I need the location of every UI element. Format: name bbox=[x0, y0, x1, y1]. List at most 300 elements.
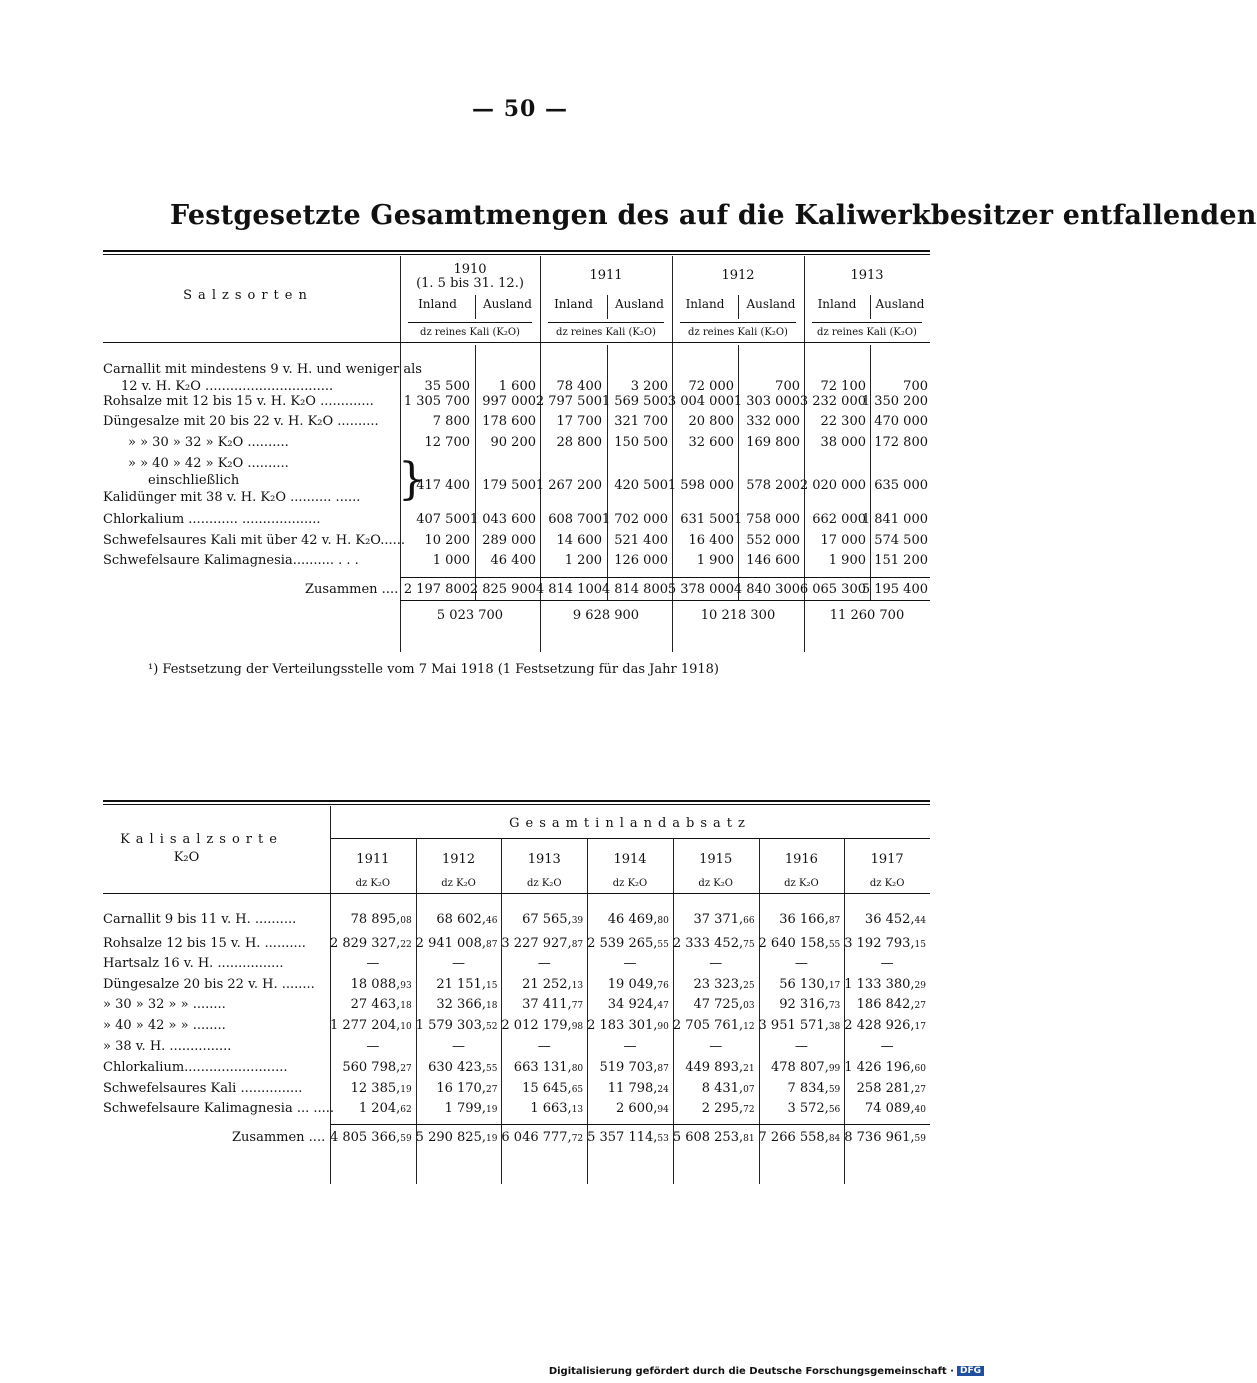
table2-cell-decimal: 77 bbox=[571, 1001, 584, 1011]
table2-cell bbox=[499, 936, 583, 951]
table2-year-header: 1912 bbox=[442, 852, 476, 867]
table1-cell: 72 100 bbox=[820, 379, 866, 394]
table1-cell: 3 232 000 bbox=[799, 394, 866, 409]
table2-year-header: 1914 bbox=[613, 852, 647, 867]
table2-cell-integer: 56 130, bbox=[779, 977, 829, 992]
table1-cell: 32 600 bbox=[688, 435, 734, 450]
table2-cell bbox=[413, 936, 497, 951]
table1-cell: 38 000 bbox=[820, 435, 866, 450]
table2-cell bbox=[585, 912, 669, 927]
table1-row-label: 12 v. H. K₂O ............................... bbox=[121, 379, 334, 394]
table2-cell-integer: 2 183 301, bbox=[587, 1018, 658, 1033]
table2-cell bbox=[673, 956, 759, 971]
table2-cell bbox=[499, 1018, 583, 1033]
table1-inland-label: Inland bbox=[817, 297, 857, 311]
table2-row-label: Schwefelsaures Kali ............... bbox=[103, 1081, 303, 1096]
table1-cell: 7 800 bbox=[432, 414, 470, 429]
table2-cell-decimal: 21 bbox=[743, 1064, 755, 1074]
table2-cell bbox=[501, 1039, 587, 1054]
table2-cell-decimal: 80 bbox=[571, 1064, 584, 1074]
table1-cell: 3 004 000 bbox=[667, 394, 734, 409]
table1-cell: 1 303 000 bbox=[733, 394, 800, 409]
table2-cell-integer: 46 469, bbox=[607, 912, 658, 927]
table1-grand-total: 10 218 300 bbox=[700, 608, 776, 623]
table2-cell bbox=[416, 1039, 502, 1054]
table1-cell: 1 569 500 bbox=[601, 394, 668, 409]
table1-unit-label: dz reines Kali (K₂O) bbox=[817, 327, 917, 338]
table2-cell-integer: 2 600, bbox=[616, 1101, 658, 1116]
table2-cell bbox=[328, 1060, 412, 1075]
table2-cell-integer: 12 385, bbox=[350, 1081, 401, 1096]
footnote: ¹) Festsetzung der Verteilungsstelle vom 7 Mai 1918 (1 Festsetzung für das Jahr 1918) bbox=[148, 662, 719, 677]
table1-unit-label: dz reines Kali (K₂O) bbox=[688, 327, 788, 338]
table1-cell: 178 600 bbox=[482, 414, 536, 429]
table2-total-cell bbox=[671, 1130, 755, 1145]
table1-inland-label: Inland bbox=[554, 297, 593, 311]
table2-cell-dash: — bbox=[537, 1039, 551, 1054]
table2-cell-integer: 3 572, bbox=[787, 1101, 829, 1116]
table2-cell bbox=[671, 977, 755, 992]
table2-total-integer: 4 805 366, bbox=[329, 1130, 401, 1145]
table2-total-decimal: 84 bbox=[828, 1134, 841, 1144]
table1-cell: 1 267 200 bbox=[535, 478, 602, 493]
table2-cell-integer: 23 323, bbox=[693, 977, 744, 992]
table2-cell bbox=[671, 1081, 755, 1096]
digitization-credit bbox=[549, 1366, 984, 1377]
table2-unit-label: dz K₂O bbox=[869, 878, 905, 889]
table2-cell-integer: 3 227 927, bbox=[501, 936, 572, 951]
table1-subcolumn-divider bbox=[607, 295, 608, 319]
table1-cell: 662 000 bbox=[812, 512, 866, 527]
table2-cell-decimal: 18 bbox=[400, 1001, 412, 1011]
table2-cell-integer: 2 295, bbox=[701, 1101, 744, 1116]
table1-row-label: Düngesalze mit 20 bis 22 v. H. K₂O .......... bbox=[103, 414, 379, 429]
table2-cell bbox=[587, 1039, 673, 1054]
table2-cell-decimal: 47 bbox=[657, 1001, 669, 1011]
table2-cell-decimal: 73 bbox=[828, 1001, 841, 1011]
table1-cell: 2 797 500 bbox=[535, 394, 602, 409]
table2-cell-integer: 11 798, bbox=[607, 1081, 658, 1096]
table2-group-rule bbox=[330, 838, 930, 839]
table1-unit-label: dz reines Kali (K₂O) bbox=[556, 327, 656, 338]
table1-cell: 1 702 000 bbox=[601, 512, 668, 527]
table1-cell: 574 500 bbox=[874, 533, 928, 548]
table1-total-cell: 4 814 800 bbox=[601, 582, 668, 597]
table2-cell-decimal: 65 bbox=[571, 1085, 584, 1095]
table1-cell: 20 800 bbox=[688, 414, 734, 429]
table2-cell bbox=[499, 1081, 583, 1096]
table2-cell-decimal: 24 bbox=[657, 1085, 669, 1095]
table2-cell-decimal: 07 bbox=[743, 1085, 755, 1095]
table2-cell-decimal: 99 bbox=[828, 1064, 841, 1074]
table1-grand-total: 5 023 700 bbox=[436, 608, 504, 623]
table1-row-label: Schwefelsaure Kalimagnesia.......... . . . bbox=[103, 553, 359, 568]
table2-cell-decimal: 15 bbox=[914, 940, 926, 950]
table2-cell-decimal: 87 bbox=[828, 916, 841, 926]
table2-cell bbox=[673, 1039, 759, 1054]
table1-unit-rule bbox=[680, 322, 796, 323]
table1-cell: 16 400 bbox=[688, 533, 734, 548]
table2-cell bbox=[671, 1101, 755, 1116]
table2-unit-label: dz K₂O bbox=[441, 878, 476, 889]
table1-stub-header: Salzsorten bbox=[183, 288, 313, 303]
table2-total-integer: 7 266 558, bbox=[758, 1130, 829, 1145]
table1-cell: 22 300 bbox=[820, 414, 866, 429]
table2-cell-dash: — bbox=[709, 1039, 723, 1054]
table2-cell bbox=[759, 956, 845, 971]
table1-ausland-label: Ausland bbox=[483, 297, 532, 311]
table1-unit-rule bbox=[812, 322, 922, 323]
table2-cell-decimal: 62 bbox=[400, 1105, 412, 1115]
table2-stub-header: Kalisalzsorte bbox=[120, 832, 283, 847]
table1-cell: 470 000 bbox=[874, 414, 928, 429]
table2-total-integer: 5 290 825, bbox=[415, 1130, 486, 1145]
table2-cell-integer: 19 049, bbox=[607, 977, 658, 992]
table2-cell bbox=[585, 1081, 669, 1096]
table1-row-label: Chlorkalium ............ ................... bbox=[103, 512, 321, 527]
table2-cell bbox=[671, 1018, 755, 1033]
table1-subcolumn-divider bbox=[475, 295, 476, 319]
table2-cell bbox=[413, 977, 497, 992]
table2-cell-dash: — bbox=[880, 1039, 894, 1054]
table2-cell bbox=[413, 1081, 497, 1096]
table2-cell-integer: 36 166, bbox=[779, 912, 829, 927]
table2-cell bbox=[587, 956, 673, 971]
table1-cell: 521 400 bbox=[614, 533, 668, 548]
table2-cell bbox=[585, 1101, 669, 1116]
table1-cell: 151 200 bbox=[874, 553, 928, 568]
table2-total-integer: 6 046 777, bbox=[501, 1130, 572, 1145]
table2-total-decimal: 19 bbox=[485, 1134, 498, 1144]
table1-unit-rule bbox=[548, 322, 664, 323]
table2-cell bbox=[413, 1018, 497, 1033]
table1-top-rule bbox=[103, 250, 930, 252]
table2-cell bbox=[756, 912, 840, 927]
table1-cell: 1 758 000 bbox=[733, 512, 800, 527]
table2-cell bbox=[328, 1081, 412, 1096]
page-title: Festgesetzte Gesamtmengen des auf die Kaliwerkbesitzer entfallenden bbox=[170, 200, 1257, 231]
table2-cell-decimal: 87 bbox=[571, 940, 584, 950]
table1-total-cell: 4 814 100 bbox=[535, 582, 602, 597]
table2-total-cell bbox=[842, 1130, 926, 1145]
table2-cell bbox=[842, 1018, 926, 1033]
table2-cell-dash: — bbox=[452, 1039, 466, 1054]
table2-cell-decimal: 44 bbox=[914, 916, 926, 926]
table2-cell-decimal: 15 bbox=[485, 981, 498, 991]
table1-grand-total: 11 260 700 bbox=[829, 608, 905, 623]
table2-cell bbox=[756, 1081, 840, 1096]
table2-cell-decimal: 13 bbox=[571, 981, 584, 991]
table1-cell: 1 841 000 bbox=[861, 512, 928, 527]
table2-cell-integer: 47 725, bbox=[693, 997, 744, 1012]
table2-header-rule bbox=[103, 893, 930, 894]
table2-row-label: Hartsalz 16 v. H. ................ bbox=[103, 956, 284, 971]
table2-cell-integer: 67 565, bbox=[522, 912, 572, 927]
table2-cell-decimal: 56 bbox=[828, 1105, 841, 1115]
table1-cell: 1 900 bbox=[696, 553, 734, 568]
table2-year-header: 1915 bbox=[699, 852, 733, 867]
table2-cell-decimal: 52 bbox=[485, 1022, 498, 1032]
table2-cell-decimal: 10 bbox=[400, 1022, 412, 1032]
table2-cell-decimal: 60 bbox=[914, 1064, 926, 1074]
table2-cell-integer: 74 089, bbox=[864, 1101, 915, 1116]
table2-total-cell bbox=[413, 1130, 497, 1145]
table1-total-cell: 5 378 000 bbox=[667, 582, 734, 597]
table2-cell-decimal: 90 bbox=[657, 1022, 669, 1032]
table2-cell-dash: — bbox=[794, 956, 808, 971]
table2-cell-integer: 258 281, bbox=[856, 1081, 915, 1096]
table1-cell: 146 600 bbox=[746, 553, 800, 568]
table1-subcolumn-divider bbox=[738, 295, 739, 319]
table2-cell-integer: 2 428 926, bbox=[844, 1018, 915, 1033]
table2-cell bbox=[501, 956, 587, 971]
table1-cell: 90 200 bbox=[490, 435, 536, 450]
table2-cell-decimal: 59 bbox=[828, 1085, 841, 1095]
table2-cell-integer: 1 579 303, bbox=[415, 1018, 486, 1033]
table1-cell: 2 020 000 bbox=[799, 478, 866, 493]
table2-cell bbox=[671, 912, 755, 927]
table2-cell bbox=[842, 912, 926, 927]
table2-cell-decimal: 38 bbox=[828, 1022, 841, 1032]
table2-year-header: 1917 bbox=[870, 852, 904, 867]
table2-cell-decimal: 19 bbox=[485, 1105, 498, 1115]
table2-cell bbox=[328, 997, 412, 1012]
table2-cell-integer: 7 834, bbox=[787, 1081, 829, 1096]
table2-total-cell bbox=[328, 1130, 412, 1145]
table2-cell-decimal: 17 bbox=[828, 981, 841, 991]
table1-cell: 14 600 bbox=[556, 533, 602, 548]
table2-cell-decimal: 87 bbox=[485, 940, 498, 950]
table2-cell-integer: 37 371, bbox=[693, 912, 744, 927]
table2-cell-dash: — bbox=[537, 956, 551, 971]
table2-cell-integer: 68 602, bbox=[436, 912, 486, 927]
table2-cell-integer: 2 539 265, bbox=[587, 936, 658, 951]
table2-cell-dash: — bbox=[366, 1039, 380, 1054]
table2-total-decimal: 59 bbox=[400, 1134, 412, 1144]
table2-cell-integer: 27 463, bbox=[350, 997, 401, 1012]
table2-cell bbox=[842, 977, 926, 992]
table1-cell: 631 500 bbox=[680, 512, 734, 527]
table1-cell: 700 bbox=[903, 379, 928, 394]
table1-row-label: Schwefelsaures Kali mit über 42 v. H. K₂O...... bbox=[103, 533, 405, 548]
table2-cell-integer: 37 411, bbox=[522, 997, 572, 1012]
table2-cell-integer: 92 316, bbox=[779, 997, 829, 1012]
table1-total-cell: 2 197 800 bbox=[403, 582, 470, 597]
table2-cell bbox=[842, 936, 926, 951]
table2-unit-label: dz K₂O bbox=[527, 878, 562, 889]
table2-cell bbox=[499, 1101, 583, 1116]
table1-row-label: Carnallit mit mindestens 9 v. H. und weniger als bbox=[103, 362, 422, 377]
table2-cell-integer: 1 204, bbox=[358, 1101, 401, 1116]
table1-year-note: (1. 5 bis 31. 12.) bbox=[416, 276, 524, 291]
table1-cell: 1 600 bbox=[498, 379, 536, 394]
table1-row-label: » » 30 » 32 » K₂O .......... bbox=[128, 435, 289, 450]
table1-cell: 1 043 600 bbox=[469, 512, 536, 527]
table2-cell bbox=[328, 977, 412, 992]
table2-cell bbox=[585, 977, 669, 992]
table1-cell: 321 700 bbox=[614, 414, 668, 429]
table2-cell-integer: 663 131, bbox=[513, 1060, 572, 1075]
table2-cell-integer: 1 277 204, bbox=[329, 1018, 401, 1033]
table1-cell: 700 bbox=[775, 379, 800, 394]
table2-cell bbox=[413, 1101, 497, 1116]
table2-cell-integer: 18 088, bbox=[350, 977, 401, 992]
table1-row-label: Kalidünger mit 38 v. H. K₂O .......... ...... bbox=[103, 490, 361, 505]
table2-cell bbox=[671, 1060, 755, 1075]
table2-cell bbox=[330, 1039, 416, 1054]
table1-total-label: Zusammen .... bbox=[305, 582, 399, 597]
table1-ausland-label: Ausland bbox=[875, 297, 925, 311]
table2-row-label: Carnallit 9 bis 11 v. H. .......... bbox=[103, 912, 297, 927]
table2-cell-integer: 1 663, bbox=[530, 1101, 572, 1116]
table1-cell: 997 000 bbox=[482, 394, 536, 409]
table2-cell-integer: 560 798, bbox=[342, 1060, 401, 1075]
table2-cell-integer: 1 133 380, bbox=[844, 977, 915, 992]
table2-cell bbox=[844, 956, 930, 971]
table2-cell-dash: — bbox=[880, 956, 894, 971]
table2-stub-unit: K₂O bbox=[173, 850, 200, 865]
table2-cell bbox=[328, 936, 412, 951]
table2-cell-decimal: 29 bbox=[914, 981, 926, 991]
table2-cell-integer: 449 893, bbox=[685, 1060, 744, 1075]
table1-ausland-label: Ausland bbox=[615, 297, 664, 311]
table2-cell bbox=[413, 912, 497, 927]
table2-total-cell bbox=[499, 1130, 583, 1145]
table2-cell-decimal: 80 bbox=[657, 916, 669, 926]
table1-inland-label: Inland bbox=[418, 297, 457, 311]
table1-total-cell: 5 195 400 bbox=[861, 582, 928, 597]
table2-cell bbox=[842, 1081, 926, 1096]
dfg-logo-icon: DFG bbox=[957, 1366, 984, 1376]
table1-cell: 407 500 bbox=[416, 512, 470, 527]
table2-row-label: Schwefelsaure Kalimagnesia ... ..... bbox=[103, 1101, 335, 1116]
table2-cell-dash: — bbox=[366, 956, 380, 971]
table2-cell-integer: 2 012 179, bbox=[501, 1018, 572, 1033]
table1-cell: 35 500 bbox=[424, 379, 470, 394]
table1-row-label: » » 40 » 42 » K₂O .......... bbox=[128, 456, 289, 471]
table2-cell bbox=[328, 1101, 412, 1116]
table1-cell: 1 900 bbox=[828, 553, 866, 568]
table1-cell: 289 000 bbox=[482, 533, 536, 548]
table2-cell-integer: 8 431, bbox=[701, 1081, 744, 1096]
table2-cell-integer: 2 333 452, bbox=[672, 936, 744, 951]
table2-top-rule bbox=[103, 800, 930, 802]
table1-year-header: 1910 bbox=[453, 262, 487, 277]
table1-cell: 28 800 bbox=[556, 435, 602, 450]
table1-cell: 1 350 200 bbox=[861, 394, 928, 409]
table1-year-header: 1911 bbox=[589, 268, 623, 283]
table2-unit-label: dz K₂O bbox=[784, 878, 819, 889]
table2-cell-decimal: 27 bbox=[914, 1085, 926, 1095]
table1-grand-total: 9 628 900 bbox=[572, 608, 640, 623]
table2-cell-decimal: 40 bbox=[914, 1105, 926, 1115]
table2-cell-integer: 3 951 571, bbox=[758, 1018, 829, 1033]
table2-cell bbox=[842, 997, 926, 1012]
table2-row-label: » 38 v. H. ............... bbox=[103, 1039, 232, 1054]
table1-header-rule bbox=[103, 342, 930, 343]
table1-cell: 1 305 700 bbox=[403, 394, 470, 409]
table2-cell-decimal: 72 bbox=[743, 1105, 755, 1115]
table1-cell: 10 200 bbox=[424, 533, 470, 548]
table2-top-rule-thin bbox=[103, 804, 930, 805]
table2-unit-label: dz K₂O bbox=[612, 878, 648, 889]
table2-cell bbox=[499, 997, 583, 1012]
table2-cell-decimal: 25 bbox=[743, 981, 755, 991]
table2-cell-decimal: 75 bbox=[743, 940, 755, 950]
table2-row-label: Chlorkalium......................... bbox=[103, 1060, 288, 1075]
table1-total-rule bbox=[400, 577, 930, 578]
table1-cell: 17 000 bbox=[820, 533, 866, 548]
table2-cell-integer: 21 151, bbox=[436, 977, 486, 992]
table2-cell bbox=[413, 997, 497, 1012]
table1-cell: 1 000 bbox=[432, 553, 470, 568]
table2-cell-decimal: 76 bbox=[657, 981, 669, 991]
table2-cell bbox=[499, 1060, 583, 1075]
table2-cell bbox=[585, 1060, 669, 1075]
table1-cell: 1 598 000 bbox=[667, 478, 734, 493]
table2-cell-decimal: 12 bbox=[743, 1022, 755, 1032]
table2-cell bbox=[328, 1018, 412, 1033]
table1-subcolumn-divider bbox=[870, 295, 871, 319]
table2-cell-integer: 1 426 196, bbox=[844, 1060, 915, 1075]
table2-cell bbox=[756, 997, 840, 1012]
table2-cell-integer: 2 941 008, bbox=[415, 936, 486, 951]
table2-cell bbox=[413, 1060, 497, 1075]
table2-cell-decimal: 18 bbox=[485, 1001, 498, 1011]
table2-total-label: Zusammen .... bbox=[232, 1130, 326, 1145]
table2-total-decimal: 53 bbox=[657, 1134, 669, 1144]
table1-cell: 578 200 bbox=[746, 478, 800, 493]
table2-year-header: 1911 bbox=[356, 852, 390, 867]
table2-cell-decimal: 46 bbox=[485, 916, 498, 926]
table1-inland-label: Inland bbox=[685, 297, 725, 311]
table2-cell-decimal: 55 bbox=[485, 1064, 498, 1074]
table2-cell bbox=[756, 977, 840, 992]
table2-cell bbox=[416, 956, 502, 971]
table2-cell-integer: 16 170, bbox=[436, 1081, 486, 1096]
table2-cell-decimal: 27 bbox=[485, 1085, 498, 1095]
table2-cell bbox=[499, 912, 583, 927]
table2-cell-decimal: 27 bbox=[914, 1001, 926, 1011]
table1-cell: 417 400 bbox=[416, 478, 470, 493]
table1-cell: 169 800 bbox=[746, 435, 800, 450]
table2-cell-integer: 36 452, bbox=[864, 912, 915, 927]
table1-total-rule-bottom bbox=[400, 600, 930, 601]
table2-cell-decimal: 17 bbox=[914, 1022, 926, 1032]
table2-cell bbox=[499, 977, 583, 992]
table1-brace: } bbox=[398, 454, 426, 505]
table1-year-header: 1912 bbox=[721, 268, 755, 283]
table2-total-decimal: 59 bbox=[914, 1134, 926, 1144]
table1-cell: 1 200 bbox=[564, 553, 602, 568]
table2-cell bbox=[759, 1039, 845, 1054]
table2-cell bbox=[756, 936, 840, 951]
table2-cell-integer: 186 842, bbox=[856, 997, 915, 1012]
table2-cell bbox=[671, 936, 755, 951]
table1-cell: 150 500 bbox=[614, 435, 668, 450]
table2-cell bbox=[585, 1018, 669, 1033]
table2-cell-dash: — bbox=[623, 956, 637, 971]
table1-cell: 172 800 bbox=[874, 435, 928, 450]
table2-cell-decimal: 39 bbox=[571, 916, 584, 926]
table1-unit-label: dz reines Kali (K₂O) bbox=[420, 327, 520, 338]
table2-total-rule bbox=[330, 1124, 930, 1125]
table2-row-label: » 40 » 42 » » ........ bbox=[103, 1018, 226, 1033]
table1-unit-rule bbox=[408, 322, 532, 323]
table2-unit-label: dz K₂O bbox=[355, 878, 391, 889]
table2-cell-decimal: 27 bbox=[400, 1064, 412, 1074]
table1-cell: 78 400 bbox=[556, 379, 602, 394]
